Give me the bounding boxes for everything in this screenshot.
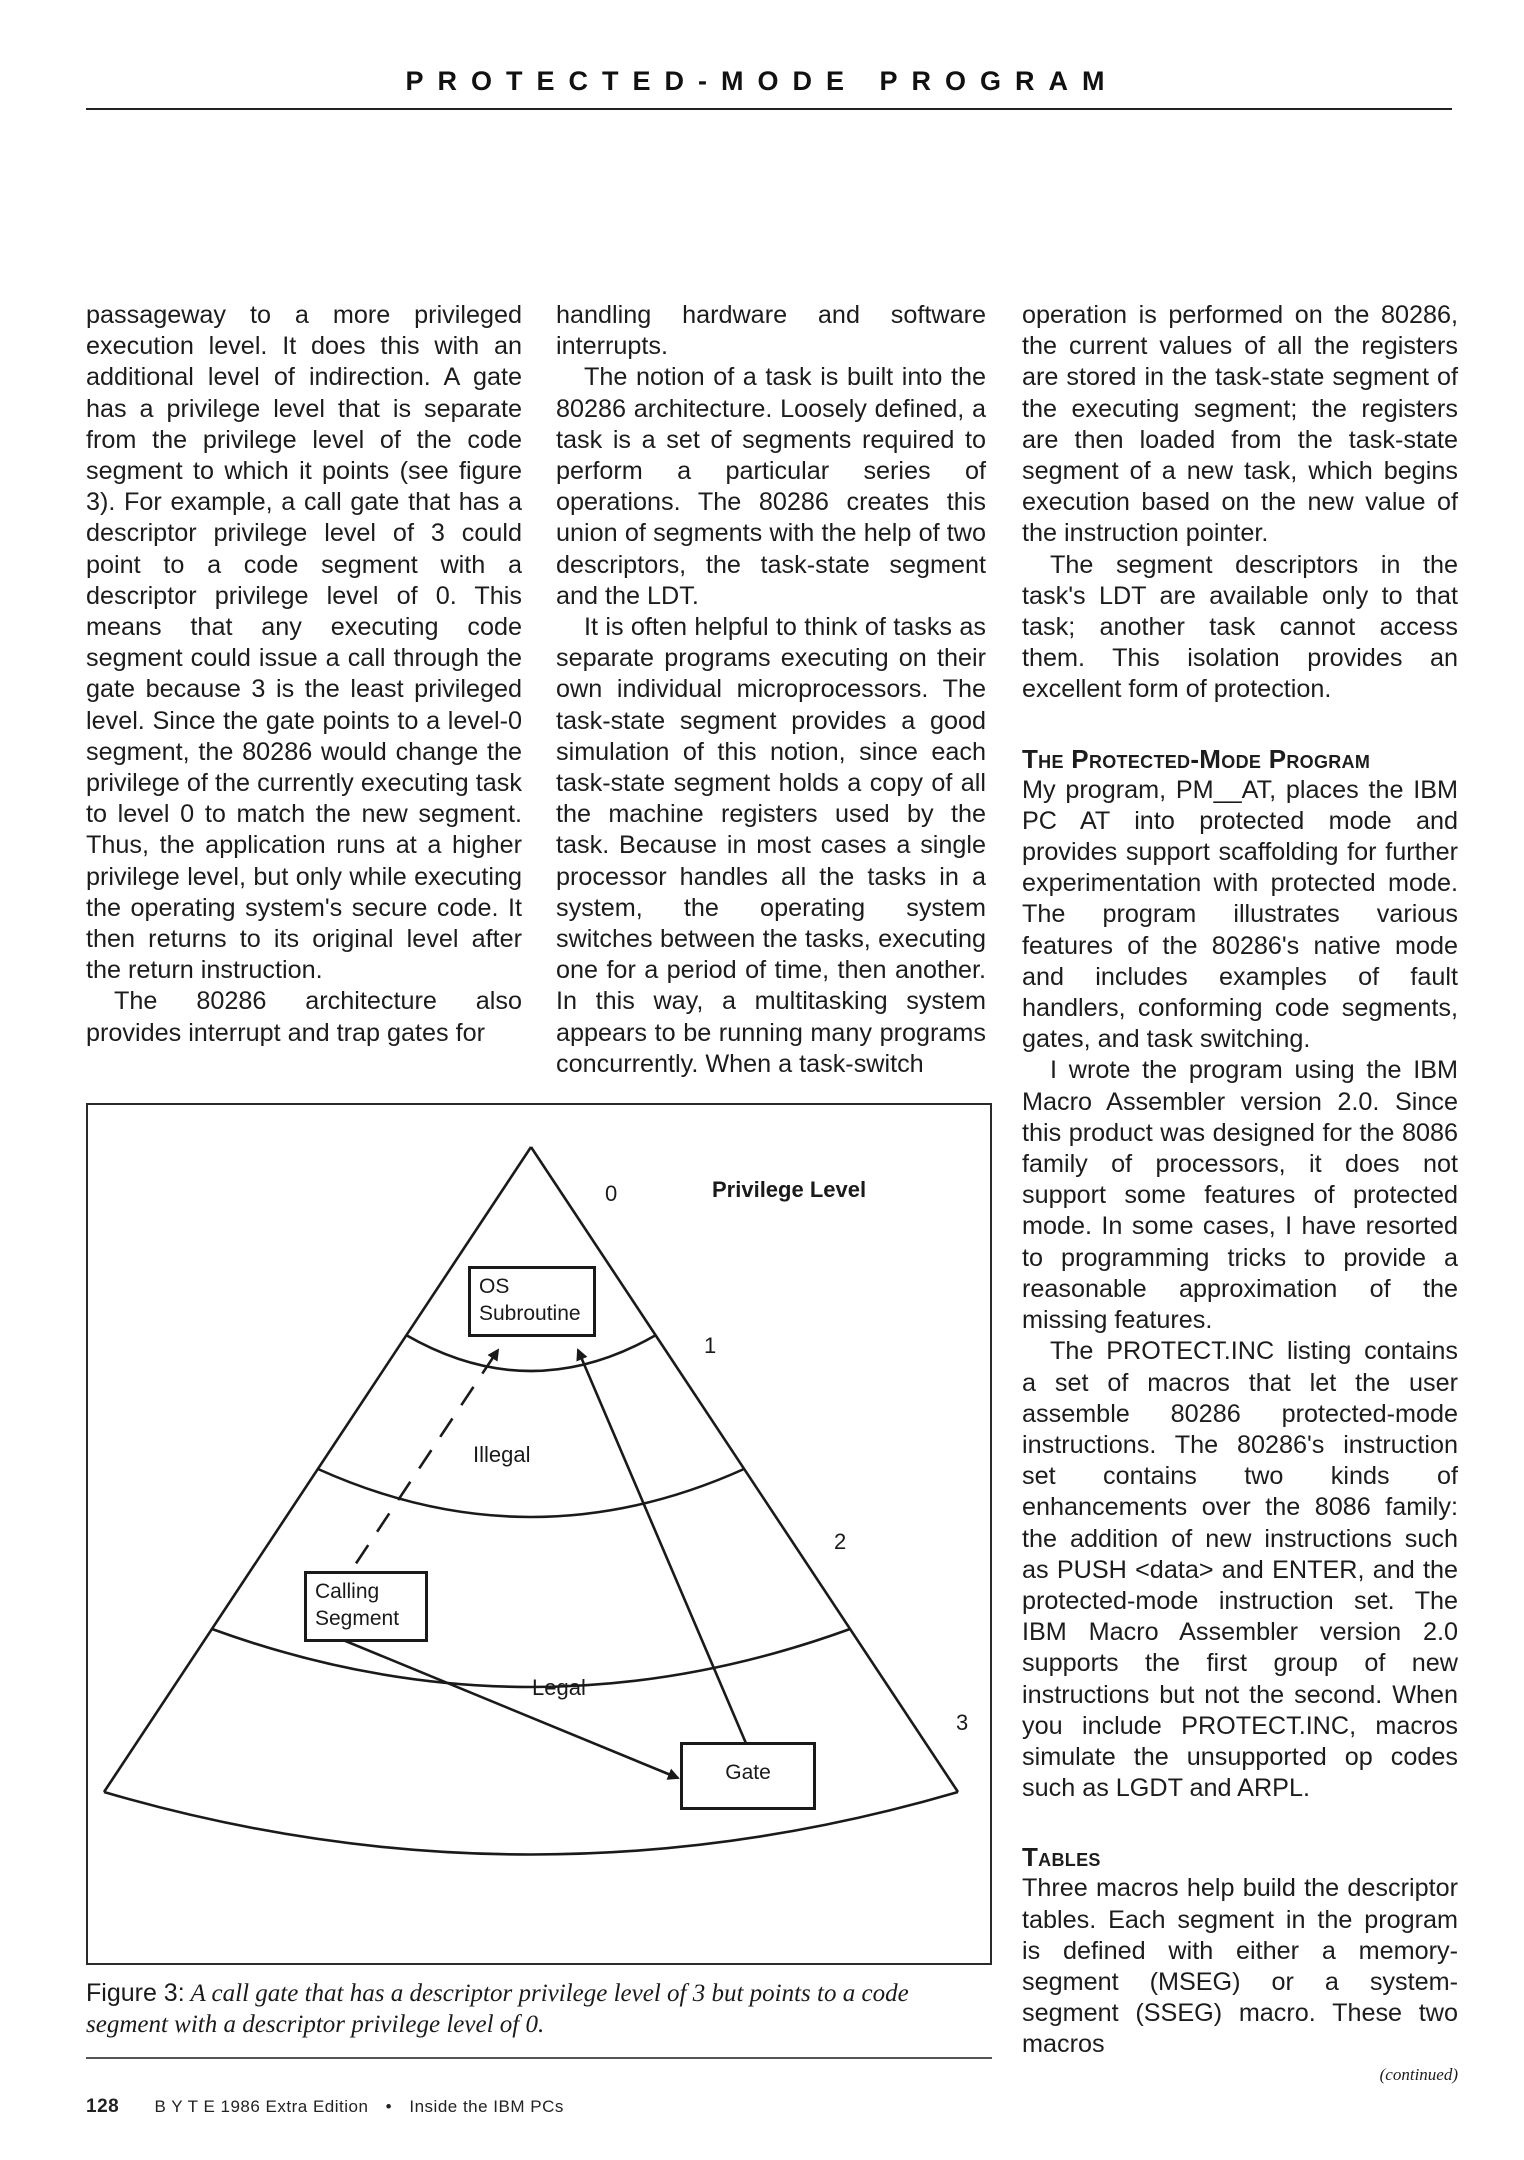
section-name: Inside the IBM PCs xyxy=(409,2097,564,2116)
os-subroutine-box xyxy=(468,1266,596,1337)
level-boundary-4 xyxy=(104,1792,958,1855)
paragraph: The PROTECT.INC listing contains a set of macros that let the user assemble 80286 protected-mode instructions. The 80286's instruction set contains two kinds of enhancements over the 8086 family: the addition of new instructions such as PUSH <data> and ENTER, and the protected-mode instruction set. The IBM Macro Assembler version 2.0 supports the first group of new instructions but not the second. When you include PROTECT.INC, macros simulate the unsupported op codes such as LGDT and ARPL. xyxy=(1022,1337,1458,1803)
calling-segment-line1: Calling xyxy=(315,1580,380,1603)
calling-segment-box xyxy=(304,1571,428,1642)
section-heading-protected-mode-program: The Protected-Mode Program xyxy=(1022,743,1371,774)
page-footer xyxy=(86,2096,564,2118)
paragraph: The 80286 architecture also provides interrupt and trap gates for xyxy=(86,987,522,1047)
privilege-level-label: Privilege Level xyxy=(712,1177,867,1202)
gate-box xyxy=(680,1742,816,1810)
gate-label: Gate xyxy=(725,1761,771,1784)
magazine-name: B Y T E 1986 Extra Edition xyxy=(154,2097,369,2116)
paragraph: passageway to a more privileged execution level. It does this with an additional level of indirection. A gate has a privilege level that is separate from the privilege level of the code segment to which it points (see figure 3). For example, a call gate that has a descriptor privilege level of 3 could point to a code segment with a descriptor privilege level of 0. This means that any executing code segment could issue a call through the gate because 3 is the least privileged level. Since the gate points to a level-0 segment, the 80286 would change the privilege of the currently executing task to level 0 to match the new segment. Thus, the application runs at a higher privilege level, but only while executing the operating system's secure code. It then returns to its original level after the return instruction. xyxy=(86,301,522,985)
caption-figure-number: Figure 3: xyxy=(86,1979,185,2007)
section-heading-tables: Tables xyxy=(1022,1842,1101,1873)
wedge-right-edge xyxy=(531,1147,958,1792)
text-column-2 xyxy=(556,300,986,1080)
level-boundary-1 xyxy=(406,1335,656,1371)
os-subroutine-line2: Subroutine xyxy=(479,1302,581,1325)
illegal-label: Illegal xyxy=(473,1442,531,1467)
footer-bullet: • xyxy=(385,2097,393,2116)
text-column-3 xyxy=(1022,300,1458,2089)
calling-segment-line2: Segment xyxy=(315,1607,400,1630)
caption-rule xyxy=(86,2057,992,2059)
figure-3 xyxy=(86,1103,992,1965)
paragraph: It is often helpful to think of tasks as separate programs executing on their own individual microprocessors. The task-state segment provides a good simulation of this notion, since each task-state segment holds a copy of all the machine registers used by the task. Because in most cases a single processor handles all the tasks in a system, the operating system switches between the tasks, executing one for a period of time, then another. In this way, a multitasking system appears to be running many programs concurrently. When a task-switch xyxy=(556,613,986,1078)
level-boundary-2 xyxy=(318,1469,744,1517)
gate-pointer-arrow xyxy=(578,1350,748,1748)
paragraph: handling hardware and software interrupts. xyxy=(556,301,986,361)
paragraph: Three macros help build the descriptor tables. Each segment in the program is defined with either a memory-segment (MSEG) or a system-segment (SSEG) macro. These two macros xyxy=(1022,1874,1458,2059)
os-subroutine-line1: OS xyxy=(479,1275,510,1298)
legal-call-arrow xyxy=(326,1633,678,1778)
page-number: 128 xyxy=(86,2096,120,2117)
continued-note: (continued) xyxy=(1379,2064,1458,2084)
paragraph: The segment descriptors in the task's LDT are available only to that task; another task cannot access them. This isolation provides an excellent form of protection. xyxy=(1022,550,1458,704)
paragraph: The notion of a task is built into the 80286 architecture. Loosely defined, a task is a set of segments required to perform a particular series of operations. The 80286 creates this union of segments with the help of two descriptors, the task-state segment and the LDT. xyxy=(556,363,986,610)
level-1-label: 1 xyxy=(704,1333,717,1358)
caption-text: A call gate that has a descriptor privilege level of 3 but points to a code segment with a descriptor privilege level of 0. xyxy=(86,1980,909,2038)
wedge-left-edge xyxy=(104,1147,531,1792)
header-rule xyxy=(86,108,1452,110)
figure-caption xyxy=(86,1978,992,2040)
text-column-1 xyxy=(86,300,522,1049)
level-3-label: 3 xyxy=(956,1710,969,1735)
privilege-diagram xyxy=(88,1105,994,1967)
illegal-call-arrow xyxy=(335,1350,498,1595)
running-head: PROTECTED-MODE PROGRAM xyxy=(405,66,1119,96)
level-2-label: 2 xyxy=(834,1529,847,1554)
paragraph: I wrote the program using the IBM Macro Assembler version 2.0. Since this product was designed for the 8086 family of processors, it does not support some features of protected mode. In some cases, I have resorted to programming tricks to provide a reasonable approximation of the missing features. xyxy=(1022,1056,1458,1335)
paragraph: My program, PM__AT, places the IBM PC AT into protected mode and provides support scaffolding for further experimentation with protected mode. The program illustrates various features of the 80286's native mode and includes examples of fault handlers, conforming code segments, gates, and task switching. xyxy=(1022,775,1458,1054)
legal-label: Legal xyxy=(532,1675,586,1700)
paragraph: operation is performed on the 80286, the current values of all the registers are stored in the task-state segment of the executing segment; the registers are then loaded from the task-state segment of a new task, which begins execution based on the new value of the instruction pointer. xyxy=(1022,301,1458,548)
level-0-label: 0 xyxy=(605,1181,618,1206)
